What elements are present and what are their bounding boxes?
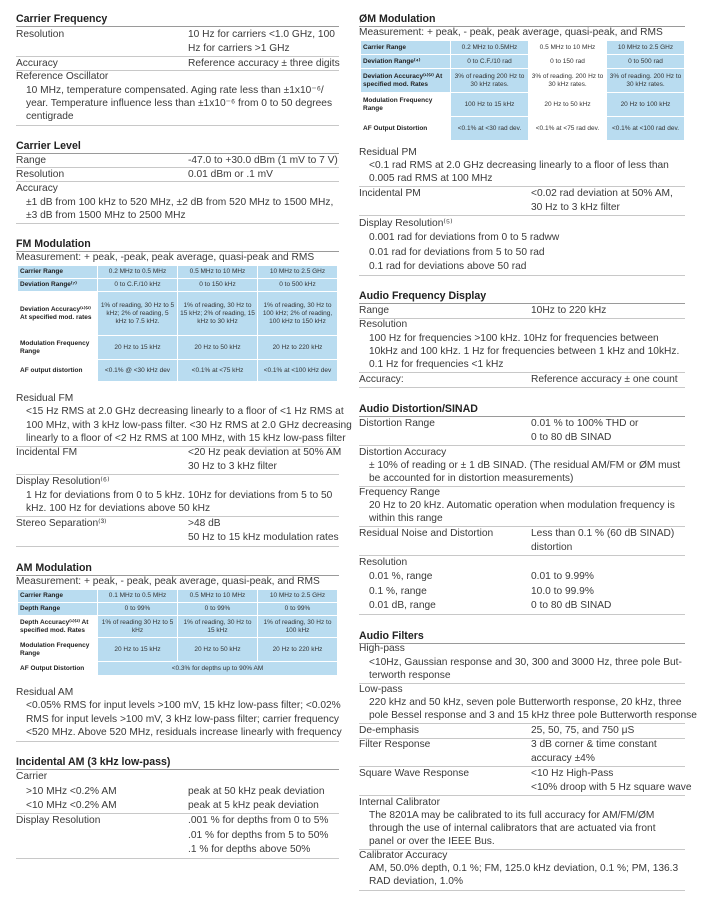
- table-cell: 0.2 MHz to 0.5 MHz: [98, 266, 178, 279]
- row-rule: [359, 795, 685, 796]
- table-cell: 0.1 MHz to 0.5 MHz: [98, 590, 178, 603]
- pm-residual-text-2: 0.005 rad RMS at 100 MHz: [369, 173, 493, 184]
- table-row-label: Carrier Range: [18, 590, 98, 603]
- audio-freq-heading: Audio Frequency Display: [359, 290, 487, 302]
- table-row-label: Modulation Frequency Range: [361, 93, 451, 117]
- pm-display-label: Display Resolution⁽⁵⁾: [359, 218, 453, 229]
- row-rule: [359, 186, 685, 187]
- row-rule: [359, 683, 685, 684]
- table-row-label: Deviation Range⁽⁷⁾: [18, 279, 98, 292]
- table-cell: 0 to 99%: [258, 603, 338, 616]
- ad-range-label: Distortion Range: [359, 418, 435, 429]
- table-cell: 0 to 150 rad: [529, 55, 607, 69]
- row-rule: [16, 167, 339, 168]
- row-rule: [16, 56, 339, 57]
- ad-accuracy-text-2: be accounted for in distortion measurements): [369, 473, 574, 484]
- pm-display-text-2: 0.01 rad for deviations from 5 to 50 rad: [369, 247, 545, 258]
- fm-residual-label: Residual FM: [16, 393, 74, 404]
- fm-stereo-value-2: 50 Hz to 15 kHz modulation rates: [188, 532, 339, 543]
- row-rule: [359, 387, 685, 388]
- ad-r2-value: 10.0 to 99.9%: [531, 586, 594, 597]
- table-cell: 1% of reading, 30 Hz to 15 kHz: [178, 616, 258, 638]
- table-cell: 0.5 MHz to 10 MHz: [529, 41, 607, 55]
- am-residual-text-1: <0.05% RMS for input levels >100 mV, 15 kHz low-pass filter; <0.02%: [26, 700, 341, 711]
- audio-filters-heading: Audio Filters: [359, 630, 424, 642]
- audio-dist-heading: Audio Distortion/SINAD: [359, 403, 478, 415]
- table-cell: 20 Hz to 50 kHz: [529, 93, 607, 117]
- section-rule: [16, 769, 339, 770]
- fm-incidental-value-2: 30 Hz to 3 kHz filter: [188, 461, 277, 472]
- af-range-value: 10Hz to 220 kHz: [531, 305, 607, 316]
- pm-residual-label: Residual PM: [359, 147, 417, 158]
- fm-spec-table: [17, 265, 338, 382]
- table-row: [361, 93, 685, 117]
- table-cell: 0 to C.F./10 kHz: [98, 279, 178, 292]
- cf-ref-text-1: 10 MHz, temperature compensated. Aging rate less than ±1x10⁻⁶/: [26, 85, 324, 96]
- table-cell: <0.1% at <75 kHz: [178, 360, 258, 382]
- section-rule: [359, 643, 685, 644]
- table-cell: 20 Hz to 15 kHz: [98, 638, 178, 662]
- ad-noise-value-2: distortion: [531, 542, 573, 553]
- table-cell: 0 to 99%: [98, 603, 178, 616]
- table-cell: 20 Hz to 15 kHz: [98, 336, 178, 360]
- pm-heading: ØM Modulation: [359, 13, 436, 25]
- table-row-label: Modulation Frequency Range: [18, 638, 98, 662]
- table-row: [18, 279, 338, 292]
- row-rule: [359, 372, 685, 373]
- flt-fr-value-1: 3 dB corner & time constant: [531, 739, 657, 750]
- fm-measurement: Measurement: + peak, -peak, peak average, quasi-peak and RMS: [16, 252, 315, 263]
- af-resolution-label: Resolution: [359, 319, 408, 330]
- table-cell: 10 MHz to 2.5 GHz: [258, 266, 338, 279]
- table-row-label: Deviation Range⁽⁴⁾: [361, 55, 451, 69]
- table-row: [18, 590, 338, 603]
- flt-ic-text-1: The 8201A may be calibrated to its full accuracy for AM/FM/ØM: [369, 810, 655, 821]
- table-row: [18, 336, 338, 360]
- cl-resolution-label: Resolution: [16, 169, 65, 180]
- flt-lp-text-1: 220 kHz and 50 kHz, seven pole Butterworth response, 20 kHz, three: [369, 697, 682, 708]
- iam-display-value-3: .1 % for depths above 50%: [188, 844, 311, 855]
- iam-c1-value: peak at 50 kHz peak deviation: [188, 786, 325, 797]
- table-cell: 0 to C.F./10 rad: [451, 55, 529, 69]
- am-residual-label: Residual AM: [16, 687, 74, 698]
- cf-ref-label: Reference Oscillator: [16, 71, 109, 82]
- ad-freq-label: Frequency Range: [359, 487, 440, 498]
- table-cell: 10 MHz to 2.5 GHz: [607, 41, 685, 55]
- table-cell: 3% of reading. 200 Hz to 30 kHz rates.: [529, 69, 607, 93]
- table-cell: 20 Hz to 50 kHz: [178, 336, 258, 360]
- section-rule: [359, 416, 685, 417]
- row-rule: [359, 445, 685, 446]
- table-row: [361, 69, 685, 93]
- pm-display-text-1: 0.001 rad for deviations from 0 to 5 radww: [369, 232, 560, 243]
- table-row-label: Deviation Accuracy⁽¹⁾⁽²⁾ At specified mod. rates: [18, 292, 98, 336]
- cl-resolution-value: 0.01 dBm or .1 mV: [188, 169, 273, 180]
- table-cell: <0.3% for depths up to 90% AM: [98, 662, 338, 676]
- row-rule: [359, 275, 685, 276]
- cf-resolution-value-2: Hz for carriers >1 GHz: [188, 43, 290, 54]
- table-cell: 1% of reading, 30 Hz to 15 kHz; 2% of reading, 15 kHz to 30 kHz: [178, 292, 258, 336]
- cf-ref-text-3: centigrade: [26, 111, 74, 122]
- fm-display-label: Display Resolution⁽⁶⁾: [16, 476, 110, 487]
- cl-accuracy-text-1: ±1 dB from 100 kHz to 520 MHz, ±2 dB from 520 MHz to 1500 MHz,: [26, 197, 334, 208]
- table-cell: 0 to 500 kHz: [258, 279, 338, 292]
- ad-range-value-1: 0.01 % to 100% THD or: [531, 418, 639, 429]
- fm-incidental-value-1: <20 Hz peak deviation at 50% AM: [188, 447, 342, 458]
- ad-r1-label: 0.01 %, range: [369, 571, 433, 582]
- ad-noise-label: Residual Noise and Distortion: [359, 528, 494, 539]
- table-cell: 0.2 MHz to 0.5MHz: [451, 41, 529, 55]
- iam-display-label: Display Resolution: [16, 815, 101, 826]
- cl-accuracy-label: Accuracy: [16, 183, 58, 194]
- ad-noise-value-1: Less than 0.1 % (60 dB SINAD): [531, 528, 675, 539]
- table-row: [361, 117, 685, 141]
- fm-residual-text-3: linearly to a floor of <2 Hz RMS at 100 MHz, with 15 kHz low-pass filter: [26, 433, 346, 444]
- table-row-label: AF Output Distortion: [18, 662, 98, 676]
- flt-sq-value-1: <10 Hz High-Pass: [531, 768, 614, 779]
- table-cell: 1% of reading 30 Hz to 5 kHz: [98, 616, 178, 638]
- table-cell: 100 Hz to 15 kHz: [451, 93, 529, 117]
- row-rule: [359, 215, 685, 216]
- table-cell: 0 to 500 rad: [607, 55, 685, 69]
- table-cell: <0.1% @ <30 kHz dev: [98, 360, 178, 382]
- am-heading: AM Modulation: [16, 562, 92, 574]
- table-cell: 20 Hz to 50 kHz: [178, 638, 258, 662]
- table-row: [18, 360, 338, 382]
- table-row: [18, 266, 338, 279]
- iam-carrier-label: Carrier: [16, 771, 48, 782]
- flt-ca-text-1: AM, 50.0% depth, 0.1 %; FM, 125.0 kHz deviation, 0.1 %; PM, 136.3: [369, 863, 679, 874]
- flt-sq-value-2: <10% droop with 5 Hz square wave: [531, 782, 692, 793]
- row-rule: [16, 813, 339, 814]
- table-row: [361, 41, 685, 55]
- table-cell: 0.5 MHz to 10 MHz: [178, 590, 258, 603]
- ad-r3-value: 0 to 80 dB SINAD: [531, 600, 612, 611]
- flt-hp-text-2: terworth response: [369, 670, 451, 681]
- ad-accuracy-label: Distortion Accuracy: [359, 447, 447, 458]
- table-cell: <0.1% at <30 rad dev.: [451, 117, 529, 141]
- fm-residual-text-2: 100 MHz, with 3 kHz low-pass filter. <30 Hz RMS at 2.0 GHz decreasing: [26, 420, 352, 431]
- pm-residual-text-1: <0.1 rad RMS at 2.0 GHz decreasing linearly to a floor of less than: [369, 160, 669, 171]
- flt-de-label: De-emphasis: [359, 725, 420, 736]
- flt-de-value: 25, 50, 75, and 750 μS: [531, 725, 635, 736]
- table-cell: 20 Hz to 220 kHz: [258, 336, 338, 360]
- cf-resolution-value: 10 Hz for carriers <1.0 GHz, 100: [188, 29, 335, 40]
- af-resolution-text-1: 100 Hz for frequencies >100 kHz. 10Hz for frequencies between: [369, 333, 659, 344]
- table-row: [18, 616, 338, 638]
- row-rule: [359, 318, 685, 319]
- am-spec-table: [17, 589, 338, 676]
- am-measurement: Measurement: + peak, - peak, peak average, quasi-peak, and RMS: [16, 576, 320, 587]
- af-resolution-text-3: 0.1 Hz for frequencies <1 kHz: [369, 359, 504, 370]
- table-cell: <0.1% at <100 rad dev.: [607, 117, 685, 141]
- table-row-label: Carrier Range: [361, 41, 451, 55]
- ad-accuracy-text-1: ± 10% of reading or ± 1 dB SINAD. (The residual AM/FM or ØM must: [369, 460, 681, 471]
- fm-residual-text-1: <15 Hz RMS at 2.0 GHz decreasing linearly to a floor of <1 Hz RMS at: [26, 406, 344, 417]
- table-cell: 3% of reading 200 Hz to 30 kHz rates.: [451, 69, 529, 93]
- cf-resolution-label: Resolution: [16, 29, 65, 40]
- flt-ic-text-3: panel or over the IEEE Bus.: [369, 836, 495, 847]
- cf-accuracy-value: Reference accuracy ± three digits: [188, 58, 340, 69]
- am-residual-text-2: RMS for input levels >100 mV, 3 kHz low-pass filter; carrier frequency: [26, 714, 340, 725]
- row-rule: [359, 526, 685, 527]
- fm-heading: FM Modulation: [16, 238, 91, 250]
- iam-c2-value: peak at 5 kHz peak deviation: [188, 800, 319, 811]
- cf-accuracy-label: Accuracy: [16, 58, 58, 69]
- table-cell: 0 to 150 kHz: [178, 279, 258, 292]
- iam-display-value-2: .01 % for depths from 5 to 50%: [188, 830, 329, 841]
- row-rule: [16, 181, 339, 182]
- table-cell: 1% of reading, 30 Hz to 100 kHz; 2% of reading, 100 kHz to 150 kHz: [258, 292, 338, 336]
- row-rule: [16, 516, 339, 517]
- table-row: [18, 292, 338, 336]
- row-rule: [16, 474, 339, 475]
- ad-freq-text-1: 20 Hz to 20 kHz. Automatic operation when modulation frequency is: [369, 500, 675, 511]
- table-row-label: AF Output Distortion: [361, 117, 451, 141]
- row-rule: [359, 614, 685, 615]
- table-row: [18, 638, 338, 662]
- flt-fr-value-2: accuracy ±4%: [531, 753, 595, 764]
- ad-range-value-2: 0 to 80 dB SINAD: [531, 432, 612, 443]
- flt-fr-label: Filter Response: [359, 739, 431, 750]
- row-rule: [359, 555, 685, 556]
- row-rule: [16, 125, 339, 126]
- row-rule: [359, 766, 685, 767]
- iam-c1-label: >10 MHz <0.2% AM: [26, 786, 117, 797]
- table-cell: 0 to 99%: [178, 603, 258, 616]
- cl-accuracy-text-2: ±3 dB from 1500 MHz to 2500 MHz: [26, 210, 186, 221]
- section-rule: [16, 26, 339, 27]
- ad-r1-value: 0.01 to 9.99%: [531, 571, 594, 582]
- row-rule: [16, 741, 339, 742]
- iam-c2-label: <10 MHz <0.2% AM: [26, 800, 117, 811]
- table-row: [18, 662, 338, 676]
- ad-r3-label: 0.01 dB, range: [369, 600, 436, 611]
- row-rule: [359, 890, 685, 891]
- flt-hp-label: High-pass: [359, 643, 405, 654]
- pm-incidental-label: Incidental PM: [359, 188, 421, 199]
- flt-hp-text-1: <10Hz, Gaussian response and 30, 300 and 3000 Hz, three pole But-: [369, 657, 682, 668]
- table-cell: 10 MHz to 2.5 GHz: [258, 590, 338, 603]
- table-row-label: Carrier Range: [18, 266, 98, 279]
- flt-ic-label: Internal Calibrator: [359, 797, 440, 808]
- incidental-am-heading: Incidental AM (3 kHz low-pass): [16, 756, 171, 768]
- carrier-level-heading: Carrier Level: [16, 140, 81, 152]
- table-row: [361, 55, 685, 69]
- table-row-label: Modulation Frequency Range: [18, 336, 98, 360]
- fm-display-text-2: kHz. 100 Hz for deviations above 50 kHz: [26, 503, 211, 514]
- table-cell: <0.1% at <75 rad dev.: [529, 117, 607, 141]
- af-accuracy-value: Reference accuracy ± one count: [531, 374, 678, 385]
- flt-lp-text-2: pole Bessel response and 3 and 15 kHz three pole Butterworth response: [369, 710, 697, 721]
- pm-display-text-3: 0.1 rad for deviations above 50 rad: [369, 261, 527, 272]
- section-rule: [359, 303, 685, 304]
- fm-display-text-1: 1 Hz for deviations from 0 to 5 kHz. 10Hz for deviations from 5 to 50: [26, 490, 333, 501]
- fm-stereo-label: Stereo Separation⁽³⁾: [16, 518, 107, 529]
- af-resolution-text-2: 10kHz and 100 kHz. 1 Hz for frequencies between 1 kHz and 10kHz.: [369, 346, 680, 357]
- fm-incidental-label: Incidental FM: [16, 447, 78, 458]
- table-row: [18, 603, 338, 616]
- pm-incidental-value-1: <0.02 rad deviation at 50% AM,: [531, 188, 673, 199]
- fm-stereo-value-1: >48 dB: [188, 518, 221, 529]
- table-cell: 1% of reading, 30 Hz to 5 kHz; 2% of reading, 5 kHz to 7.5 kHz.: [98, 292, 178, 336]
- cl-range-label: Range: [16, 155, 47, 166]
- af-accuracy-label: Accuracy:: [359, 374, 404, 385]
- section-rule: [16, 153, 339, 154]
- flt-ic-text-2: through the use of internal calibrators that are actuated via front: [369, 823, 656, 834]
- row-rule: [16, 858, 339, 859]
- pm-measurement: Measurement: + peak, - peak, peak average, quasi-peak, and RMS: [359, 27, 663, 38]
- cl-range-value: -47.0 to +30.0 dBm (1 mV to 7 V): [188, 155, 338, 166]
- flt-ca-text-2: RAD deviation, 1.0%: [369, 876, 464, 887]
- table-row-label: Deviation Accuracy⁽¹⁾⁽²⁾ At specified mod. Rates: [361, 69, 451, 93]
- flt-lp-label: Low-pass: [359, 684, 403, 695]
- flt-sq-label: Square Wave Response: [359, 768, 470, 779]
- table-row-label: AF output distortion: [18, 360, 98, 382]
- table-cell: 3% of reading. 200 Hz to 30 kHz rates.: [607, 69, 685, 93]
- table-row-label: Depth Accuracy⁽¹⁾⁽²⁾ At specified mod. Rates: [18, 616, 98, 638]
- am-residual-text-3: <520 MHz. Above 520 MHz, residuals increase linearly with frequency: [26, 727, 342, 738]
- ad-r2-label: 0.1 %, range: [369, 586, 427, 597]
- table-cell: 0.5 MHz to 10 MHz: [178, 266, 258, 279]
- table-cell: 20 Hz to 220 kHz: [258, 638, 338, 662]
- table-cell: 20 Hz to 100 kHz: [607, 93, 685, 117]
- table-row-label: Depth Range: [18, 603, 98, 616]
- cf-ref-text-2: year. Temperature influence less than ±1x10⁻⁶ from 0 to 50 degrees: [26, 98, 333, 109]
- row-rule: [16, 546, 339, 547]
- carrier-frequency-heading: Carrier Frequency: [16, 13, 108, 25]
- row-rule: [16, 223, 339, 224]
- pm-incidental-value-2: 30 Hz to 3 kHz filter: [531, 202, 620, 213]
- pm-spec-table: [360, 40, 685, 141]
- ad-freq-text-2: within this range: [369, 513, 443, 524]
- af-range-label: Range: [359, 305, 390, 316]
- row-rule: [359, 723, 685, 724]
- table-cell: <0.1% at <100 kHz dev: [258, 360, 338, 382]
- iam-display-value-1: .001 % for depths from 0 to 5%: [188, 815, 329, 826]
- table-cell: 1% of reading, 30 Hz to 100 kHz: [258, 616, 338, 638]
- ad-resolution-label: Resolution: [359, 557, 408, 568]
- flt-ca-label: Calibrator Accuracy: [359, 850, 448, 861]
